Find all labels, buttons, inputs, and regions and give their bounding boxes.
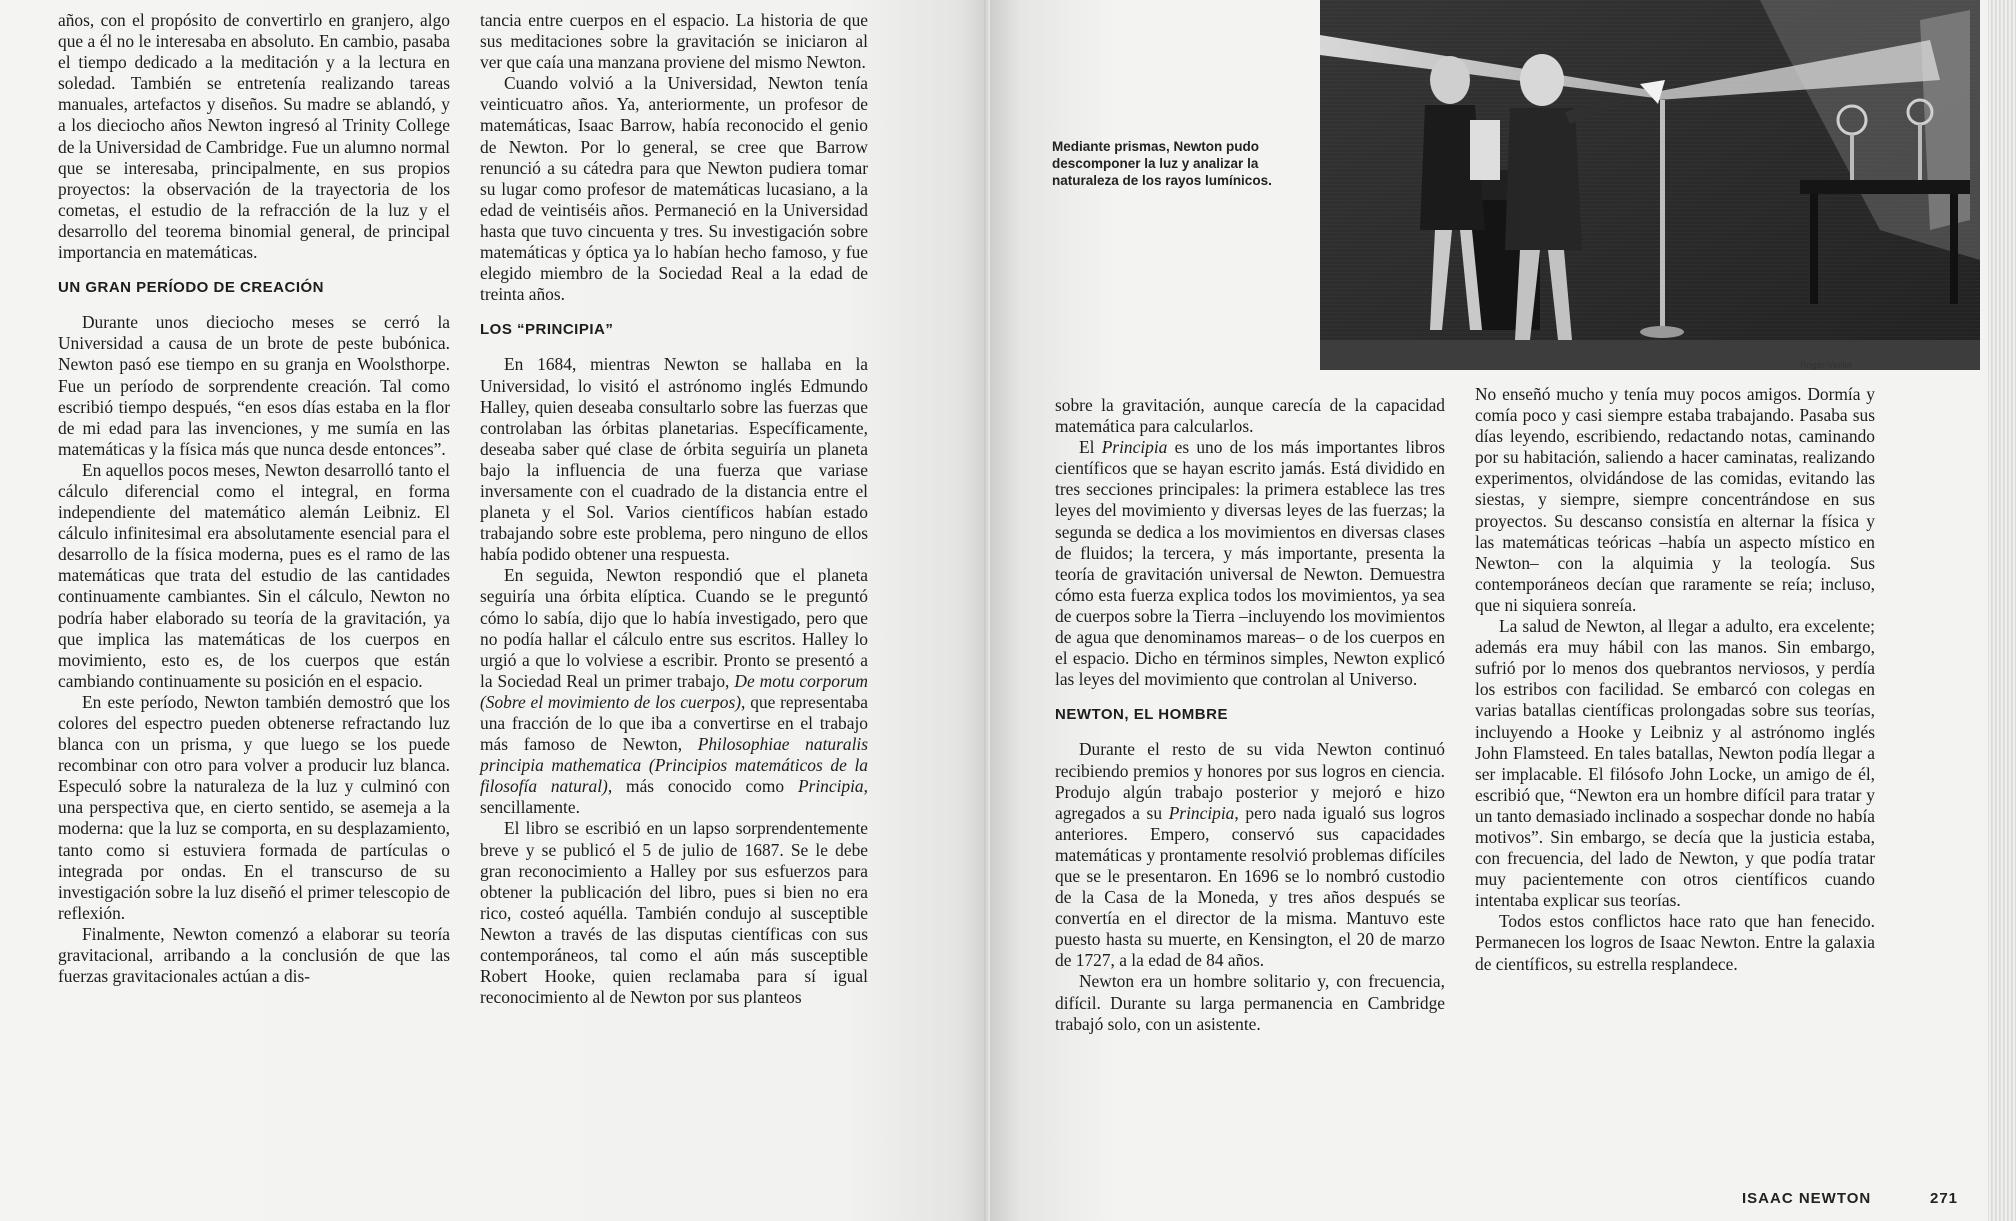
left-column-2 [480, 10, 868, 1008]
paragraph: En este período, Newton también demostró que los colores del espectro pueden obtenerse refractando luz blanca con un prisma, y que luego se los puede recombinar con otro para volver a producir luz blanca. Especuló sobre la naturaleza de la luz y culminó con una perspectiva que, en cierto sentido, se asemeja a la moderna: que la luz se comporta, en su desplazamiento, tanto como si estuviera formada de partículas o integrada por ondas. En el transcurso de su investigación sobre la luz diseñó el primer telescopio de reflexión. [58, 691, 450, 923]
right-column-2 [1475, 384, 1875, 975]
running-footer-title: ISAAC NEWTON [1742, 1190, 1872, 1207]
paragraph: Durante unos dieciocho meses se cerró la Universidad a causa de un brote de peste bubónica. Newton pasó ese tiempo en su granja en Woolsthorpe. Fue un período de sorprendente creación. Tal como escribió tiempo después, “en esos días estaba en la flor de mi edad para las invenciones, y me sumía en las matemáticas y la física más que nunca desde entonces”. [58, 312, 450, 459]
paragraph: No enseñó mucho y tenía muy pocos amigos. Dormía y comía poco y casi siempre estaba trabajando. Pasaba sus días leyendo, escribiendo, redactando notas, caminando por su habitación, saliendo a hacer caminatas, realizando experimentos, olvidándose de las comidas, evitando las siestas, y siempre, siempre concentrándose en sus proyectos. Su descanso consistía en alternar la física y las matemáticas teóricas –había un aspecto místico en Newton– con la alquimia y la teología. Sus contemporáneos decían que raramente se reía; incluso, que ni siquiera sonreía. [1475, 384, 1875, 615]
page-number: 271 [1930, 1190, 1959, 1207]
paragraph: tancia entre cuerpos en el espacio. La historia de que sus meditaciones sobre la gravitación se iniciaron al ver que caía una manzana proviene del mismo Newton. [480, 10, 868, 73]
paragraph: Newton era un hombre solitario y, con frecuencia, difícil. Durante su larga permanencia en Cambridge trabajó solo, con un asistente. [1055, 971, 1445, 1034]
newton-prism-engraving [1320, 0, 1980, 370]
paragraph: La salud de Newton, al llegar a adulto, era excelente; además era muy hábil con las manos. Sin embargo, sufrió por lo menos dos quebrantos nerviosos, y perdía los estribos con facilidad. Se embarcó con colegas en varias batallas científicas prolongadas sobre sus teorías, incluyendo a Hooke y Leibniz y al astrónomo inglés John Flamsteed. En tales batallas, Newton podía llegar a ser implacable. El filósofo John Locke, un amigo de él, escribió que, “Newton era un hombre difícil para tratar y un tanto demasiado inclinado a sospechar donde no había motivos”. Sin embargo, se decía que la justicia estaba, con frecuencia, del lado de Newton, y que podía tratar muy pacientemente con otros científicos cuando intentaba explicar sus teorías. [1475, 616, 1875, 911]
photo-credit: Roger-Viollet [1800, 360, 1852, 370]
paragraph: sobre la gravitación, aunque carecía de la capacidad matemática para calcularlos. [1055, 395, 1445, 437]
right-column-1 [1055, 395, 1445, 1035]
engraving-illustration [1320, 0, 1980, 370]
section-heading: LOS “PRINCIPIA” [480, 321, 614, 339]
paragraph: Todos estos conflictos hace rato que han fenecido. Permanecen los logros de Isaac Newton. Entre la galaxia de científicos, su estrella resplandece. [1475, 911, 1875, 974]
paragraph: años, con el propósito de convertirlo en granjero, algo que a él no le interesaba en absoluto. En cambio, pasaba el tiempo dedicado a la meditación y a la lectura en soledad. También se entretenía realizando tareas manuales, artefactos y diseños. Su madre se ablandó, y a los dieciocho años Newton ingresó al Trinity College de la Universidad de Cambridge. Fue un alumno normal que se interesaba, principalmente, en sus propios proyectos: la observación de la trayectoria de los cometas, el estudio de la refracción de la luz y el desarrollo del teorema binomial general, de principal importancia en matemáticas. [58, 10, 450, 263]
page-edges [1988, 0, 2016, 1221]
left-column-1 [58, 10, 450, 987]
paragraph: En seguida, Newton respondió que el planeta seguiría una órbita elíptica. Cuando se le preguntó cómo lo sabía, dijo que lo había investigado, pero que no podía hallar el cálculo entre sus escritos. Halley lo urgió a que lo volviese a escribir. Pronto se presentó a la Sociedad Real un primer trabajo, De motu corporum (Sobre el movimiento de los cuerpos), que representaba una fracción de lo que iba a convertirse en el trabajo más famoso de Newton, Philosophiae naturalis principia mathematica (Principios matemáticos de la filosofía natural), más conocido como Principia, sencillamente. [480, 565, 868, 818]
paragraph: Cuando volvió a la Universidad, Newton tenía veinticuatro años. Ya, anteriormente, un profesor de matemáticas, Isaac Barrow, había reconocido el genio de Newton. Por lo general, se cree que Barrow renunció a su cátedra para que Newton pudiera tomar su lugar como profesor de matemáticas lucasiano, a la edad de veintiséis años. Permaneció en la Universidad hasta que tuvo cincuenta y tres. Su investigación sobre matemáticas y óptica ya lo habían hecho famoso, y fue elegido miembro de la Sociedad Real a la edad de treinta años. [480, 73, 868, 305]
paragraph: Finalmente, Newton comenzó a elaborar su teoría gravitacional, arribando a la conclusión de que las fuerzas gravitacionales actúan a dis- [58, 923, 450, 987]
paragraph: En aquellos pocos meses, Newton desarrolló tanto el cálculo diferencial como el integral, en forma independiente del matemático alemán Leibniz. El cálculo infinitesimal era absolutamente esencial para el desarrollo de la física moderna, pues es el ramo de las matemáticas que trata del estudio de las cantidades continuamente cambiantes. Sin el cálculo, Newton no podría haber elaborado su teoría de la gravitación, ya que implica las matemáticas de los cuerpos en movimiento, esto es, de los cuerpos que están cambiando continuamente su posición en el espacio. [58, 459, 450, 691]
paragraph: Durante el resto de su vida Newton continuó recibiendo premios y honores por sus logros en ciencia. Produjo algún trabajo posterior y mejoró e hizo agregados a su Principia, pero nada igualó sus logros anteriores. Empero, conservó sus capacidades matemáticas y prontamente resolvió problemas difíciles que se le presentaron. En 1696 se lo nombró custodio de la Casa de la Moneda, y tres años después se convertía en el director de la misma. Mantuvo este puesto hasta su muerte, en Kensington, el 20 de marzo de 1727, a la edad de 84 años. [1055, 739, 1445, 971]
paragraph: El libro se escribió en un lapso sorprendentemente breve y se publicó el 5 de julio de 1687. Se le debe gran reconocimiento a Halley por sus esfuerzos para obtener la publicación del libro, pues si bien no era rico, costeó aquélla. También condujo al susceptible Newton a través de las disputas científicas con sus contemporáneos, tal como el aún más susceptible Robert Hooke, quien reclamaba para sí igual reconocimiento al de Newton por sus planteos [480, 818, 868, 1008]
photo-caption: Mediante prismas, Newton pudo descomponer la luz y analizar la naturaleza de los rayos lumínicos. [1052, 139, 1272, 188]
paragraph: En 1684, mientras Newton se hallaba en la Universidad, lo visitó el astrónomo inglés Edmundo Halley, quien deseaba consultarlo sobre las fuerzas que controlaban las órbitas planetarias. Específicamente, deseaba saber qué clase de órbita seguiría un planeta bajo la influencia de una fuerza que variase inversamente con el cuadrado de la distancia entre el planeta y el Sol. Varios científicos habían estado trabajando sobre este problema, pero ninguno de ellos había podido obtener una respuesta. [480, 354, 868, 565]
paragraph: El Principia es uno de los más importantes libros científicos que se hayan escrito jamás. Está dividido en tres secciones principales: la primera establece las tres leyes del movimiento y diversas leyes de las fuerzas; la segunda se dedica a los movimientos en diversas clases de fluidos; la tercera, y más importante, presenta la teoría de gravitación universal de Newton. Demuestra cómo esta fuerza explica todos los movimientos, ya sea de cuerpos sobre la Tierra –incluyendo los movimientos de agua que denominamos mareas– o de los cuerpos en el espacio. Dicho en términos simples, Newton explicó las leyes del movimiento que controlan al Universo. [1055, 437, 1445, 690]
left-page [0, 0, 990, 1221]
section-heading: NEWTON, EL HOMBRE [1055, 706, 1228, 724]
section-heading: UN GRAN PERÍODO DE CREACIÓN [58, 279, 325, 297]
